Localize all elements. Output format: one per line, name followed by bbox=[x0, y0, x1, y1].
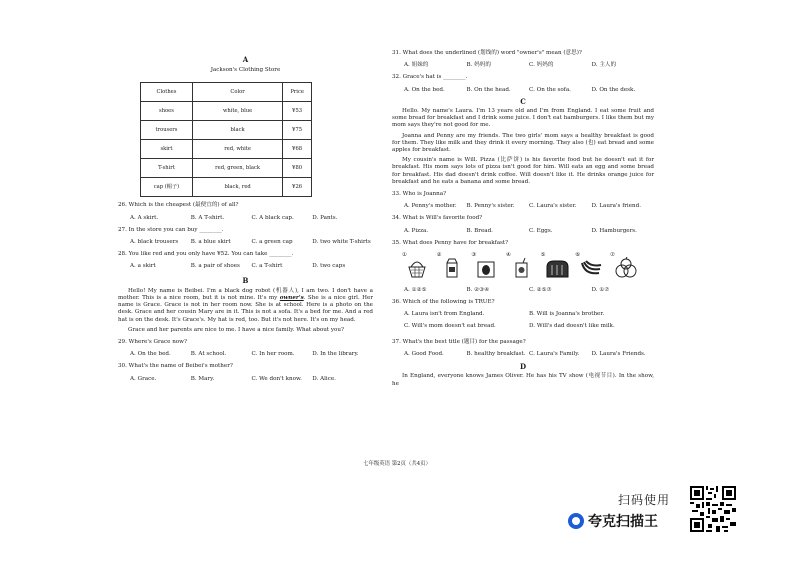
option: B. A T-shirt. bbox=[190, 214, 225, 221]
option: C. ②⑤⑦ bbox=[529, 287, 552, 294]
option: C. In her room. bbox=[251, 351, 295, 358]
option: B. Penny's sister. bbox=[466, 203, 515, 210]
option: C. A black cap. bbox=[251, 214, 294, 221]
option: D. 主人的 bbox=[591, 62, 617, 69]
option: A. Pizza. bbox=[404, 227, 429, 234]
option: D. Hamburgers. bbox=[591, 227, 637, 234]
table-cell: black, red bbox=[192, 178, 282, 197]
options-35 bbox=[392, 287, 654, 294]
question-35: 35. What does Penny have for breakfast? bbox=[392, 239, 509, 246]
table-row bbox=[141, 102, 312, 121]
underlined-word: owner's bbox=[279, 295, 304, 302]
option: A. Laura isn't from England. bbox=[404, 311, 485, 318]
question-27: 27. In the store you can buy ________. bbox=[118, 226, 224, 233]
scanner-watermark bbox=[568, 487, 686, 531]
egg-icon bbox=[475, 257, 497, 279]
table-cell: red, white bbox=[192, 140, 282, 159]
option: B. ②③④ bbox=[466, 287, 490, 294]
option: A. Grace. bbox=[130, 375, 157, 382]
brand-name-text: 夸克扫描王 bbox=[588, 514, 658, 530]
store-name: Jackson's Clothing Store bbox=[210, 67, 281, 74]
options-26 bbox=[118, 215, 373, 222]
table-cell: T-shirt bbox=[141, 159, 193, 178]
option: D. two caps bbox=[312, 263, 346, 270]
table-row bbox=[141, 159, 312, 178]
scan-to-use-label: 扫码使用 bbox=[618, 493, 671, 507]
question-33: 33. Who is Joanna? bbox=[392, 191, 447, 198]
options-34 bbox=[392, 228, 654, 235]
apple-icon bbox=[614, 257, 638, 279]
option: C. On the sofa. bbox=[529, 86, 571, 93]
option: C. a green cap bbox=[251, 239, 293, 246]
picture-number: ① bbox=[402, 252, 407, 259]
option: D. Will's dad doesn't like milk. bbox=[529, 322, 615, 329]
option: C. Laura's Family. bbox=[529, 351, 580, 358]
page-footer: 七年级英语 第2页（共4页） bbox=[363, 461, 431, 467]
passage-c-paragraph: Hello. My name's Laura. I'm 13 years old and I'm from England. I eat some fruit and some bread for breakfast and I drink some juice. I don't eat hamburgers. I like them but my mom says they're not good for me. bbox=[392, 108, 654, 129]
breakfast-pictures bbox=[392, 252, 654, 282]
question-31: 31. What does the underlined (划线的) word "owner's" mean (意思)? bbox=[392, 50, 582, 56]
section-c-title: C bbox=[520, 96, 526, 106]
option: C. a T-shirt bbox=[251, 263, 283, 270]
picture-6 bbox=[575, 252, 605, 282]
brand-name bbox=[568, 511, 658, 531]
option: B. a blue skirt bbox=[190, 239, 231, 246]
passage-text: Hello! My name is Beibei. I'm a black dog robot (机器人), I am two. I don't have a mother. This is a nice room, but it is not mine. It's my bbox=[118, 287, 373, 302]
table-header: Clothes bbox=[141, 83, 193, 102]
picture-number: ⑥ bbox=[575, 252, 581, 259]
picture-1 bbox=[402, 252, 432, 282]
table-cell: red, green, black bbox=[192, 159, 282, 178]
table-cell: trousers bbox=[141, 121, 193, 140]
option: A. Good Food. bbox=[404, 351, 444, 358]
options-37 bbox=[392, 351, 654, 358]
question-32: 32. Grace's hat is ________. bbox=[392, 74, 468, 81]
option: C. Eggs. bbox=[529, 227, 553, 234]
milk-carton-icon bbox=[441, 257, 463, 279]
section-a-title: A bbox=[242, 55, 249, 64]
table-cell: cap (帽子) bbox=[141, 178, 193, 197]
table-cell: ¥68 bbox=[283, 140, 312, 159]
options-28 bbox=[118, 263, 373, 270]
option: C. We don't know. bbox=[251, 375, 302, 382]
section-d-title: D bbox=[519, 362, 527, 372]
picture-number: ⑤ bbox=[540, 252, 546, 259]
table-cell: ¥80 bbox=[283, 159, 312, 178]
option: A. black trousers bbox=[130, 239, 179, 246]
question-37: 37. What's the best title (题目) for the passage? bbox=[392, 338, 526, 345]
option: D. ①⑦ bbox=[591, 287, 610, 294]
table-row bbox=[141, 140, 312, 159]
option: A. On the bed. bbox=[404, 86, 445, 93]
quark-logo-icon bbox=[568, 513, 584, 529]
option: B. Will is Joanna's brother. bbox=[529, 311, 605, 318]
basket-icon bbox=[406, 257, 428, 279]
table-cell: ¥53 bbox=[283, 102, 312, 121]
passage-b-paragraph: Grace and her parents are nice to me. I have a nice family. What about you? bbox=[128, 326, 344, 333]
passage-b-paragraph bbox=[118, 288, 373, 324]
options-30 bbox=[118, 376, 373, 383]
banana-icon bbox=[579, 257, 603, 279]
question-29: 29. Where's Grace now? bbox=[118, 339, 187, 346]
options-29 bbox=[118, 351, 373, 358]
passage-c-paragraph: My cousin's name is Will. Pizza (比萨饼) is his favorite food but he doesn't eat it for breakfast. His mom says lots of pizza isn't good for him. Will eats an egg and some bread for breakfast. His dad doesn't drink coffee. Will doesn't like it. He drinks orange juice for breakfast and he eats a banana and some bread. bbox=[392, 157, 654, 185]
options-32 bbox=[392, 87, 654, 94]
table-cell: skirt bbox=[141, 140, 193, 159]
option: B. Mary. bbox=[190, 375, 215, 382]
option: A. 姐妹的 bbox=[404, 62, 429, 69]
option: B. Bread. bbox=[466, 227, 493, 234]
option: A. A skirt. bbox=[130, 214, 159, 221]
table-header: Color bbox=[192, 83, 282, 102]
passage-text: . She is a nice girl. Her name is Grace. Grace is not in her room now. She is at school. Here is a photo on the desk. Grace and her cousin Mary are in it. This is not a sofa. It's a bed for me. And a red hat is on the desk. It's Grace's. My hat is red, too. But it's not here. It's on my head. bbox=[118, 295, 374, 323]
option: B. At school. bbox=[190, 351, 227, 358]
picture-3 bbox=[471, 252, 501, 282]
option: A. ①②⑤ bbox=[404, 287, 427, 294]
table-cell: shoes bbox=[141, 102, 193, 121]
option: B. On the head. bbox=[466, 86, 511, 93]
option: D. Alice. bbox=[312, 375, 336, 382]
picture-7 bbox=[610, 252, 640, 282]
option: C. 妈妈的 bbox=[529, 62, 554, 69]
options-33 bbox=[392, 203, 654, 210]
option: D. On the desk. bbox=[591, 86, 636, 93]
question-26: 26. Which is the cheapest (最便宜的) of all? bbox=[118, 202, 239, 209]
option: D. Laura's friend. bbox=[591, 203, 641, 210]
picture-number: ② bbox=[436, 252, 442, 259]
option: A. On the bed. bbox=[130, 351, 171, 358]
options-36 bbox=[392, 311, 654, 333]
question-30: 30. What's the name of Beibei's mother? bbox=[118, 363, 233, 370]
section-b-title: B bbox=[242, 275, 249, 285]
table-header-row bbox=[141, 83, 312, 102]
question-36: 36. Which of the following is TRUE? bbox=[392, 299, 495, 306]
option: A. Penny's mother. bbox=[404, 203, 457, 210]
option: D. Pants. bbox=[312, 214, 338, 221]
table-cell: ¥75 bbox=[283, 121, 312, 140]
question-28: 28. You like red and you only have ¥52. You can take ________. bbox=[118, 251, 294, 258]
table-row bbox=[141, 121, 312, 140]
table-header: Price bbox=[283, 83, 312, 102]
picture-number: ③ bbox=[471, 252, 477, 259]
option: C. Will's mom doesn't eat bread. bbox=[404, 322, 496, 329]
question-34: 34. What is Will's favorite food? bbox=[392, 215, 483, 222]
picture-4 bbox=[506, 252, 536, 282]
right-column bbox=[392, 50, 654, 388]
option: D. two white T-shirts bbox=[312, 239, 371, 246]
passage-c-paragraph: Joanna and Penny are my friends. The two girls' mom says a healthy breakfast is good for them. They like milk and they drink it every morning. They also (也) eat bread and some apples for breakfast. bbox=[392, 132, 654, 154]
picture-5 bbox=[541, 252, 571, 282]
option: D. Laura's Friends. bbox=[591, 351, 646, 358]
clothing-table bbox=[140, 82, 312, 197]
option: B. a pair of shoes bbox=[190, 263, 240, 270]
table-cell: black bbox=[192, 121, 282, 140]
picture-number: ⑦ bbox=[609, 252, 615, 259]
bread-icon bbox=[545, 257, 571, 279]
passage-d-paragraph: In England, everyone knows James Oliver. He has his TV show (电视节目). In the show, he bbox=[392, 373, 654, 387]
picture-number: ④ bbox=[505, 252, 511, 259]
options-27 bbox=[118, 239, 373, 246]
option: A. a skirt bbox=[130, 263, 156, 270]
options-31 bbox=[392, 62, 654, 69]
picture-2 bbox=[437, 252, 467, 282]
option: D. In the library. bbox=[312, 351, 359, 358]
qr-code-icon bbox=[690, 486, 736, 532]
option: B. 妈妈的 bbox=[466, 62, 491, 69]
option: C. Laura's sister. bbox=[529, 203, 577, 210]
option: B. healthy breakfast. bbox=[466, 351, 526, 358]
table-row bbox=[141, 178, 312, 197]
table-cell: ¥26 bbox=[283, 178, 312, 197]
left-column bbox=[118, 50, 373, 383]
juice-box-icon bbox=[510, 257, 532, 279]
table-cell: white, blue bbox=[192, 102, 282, 121]
